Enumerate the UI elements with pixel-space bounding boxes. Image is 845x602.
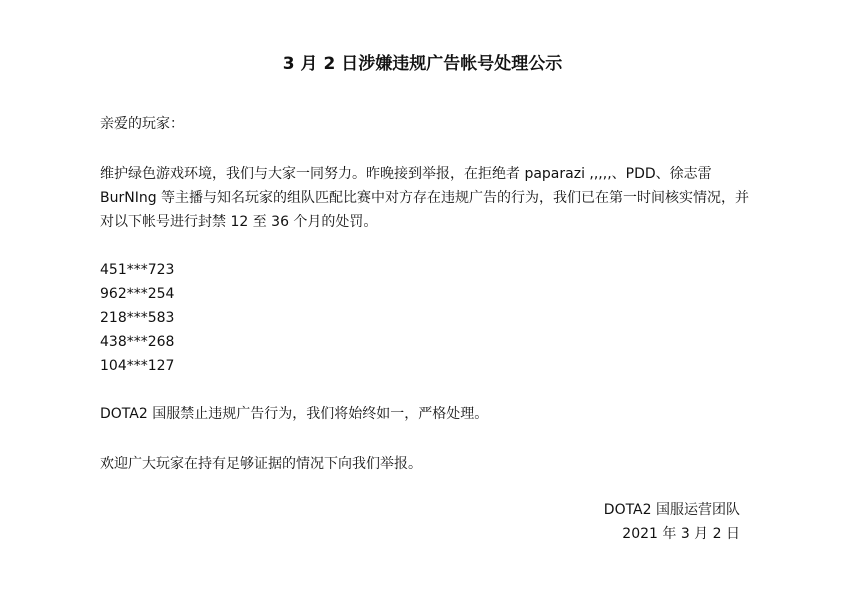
banned-account-item: 438***268 [100, 334, 175, 350]
greeting-text: 亲爱的玩家： [100, 116, 184, 132]
banned-account-item: 451***723 [100, 262, 175, 278]
signature-date: 2021 年 3 月 2 日 [622, 526, 740, 542]
signature-block [604, 498, 740, 546]
announcement-title: 3 月 2 日涉嫌违规广告帐号处理公示 [282, 54, 563, 74]
intro-paragraph: 维护绿色游戏环境，我们与大家一同努力。昨晚接到举报，在拒绝者 paparazi ,,,,,、PDD、徐志雷 BurNIng 等主播与知名玩家的组队匹配比赛中对方存在违规广告的行为，我们已在第一时间核实情况，并对以下帐号进行封禁 12 至 36 个月的处罚。 [100, 166, 750, 230]
report-invitation: 欢迎广大玩家在持有足够证据的情况下向我们举报。 [100, 456, 422, 472]
ban-statement: DOTA2 国服禁止违规广告行为，我们将始终如一，严格处理。 [100, 406, 489, 422]
banned-account-item: 104***127 [100, 358, 175, 374]
banned-account-item: 962***254 [100, 286, 175, 302]
signature-team: DOTA2 国服运营团队 [603, 502, 740, 518]
banned-account-list [100, 258, 174, 378]
banned-account-item: 218***583 [100, 310, 175, 326]
